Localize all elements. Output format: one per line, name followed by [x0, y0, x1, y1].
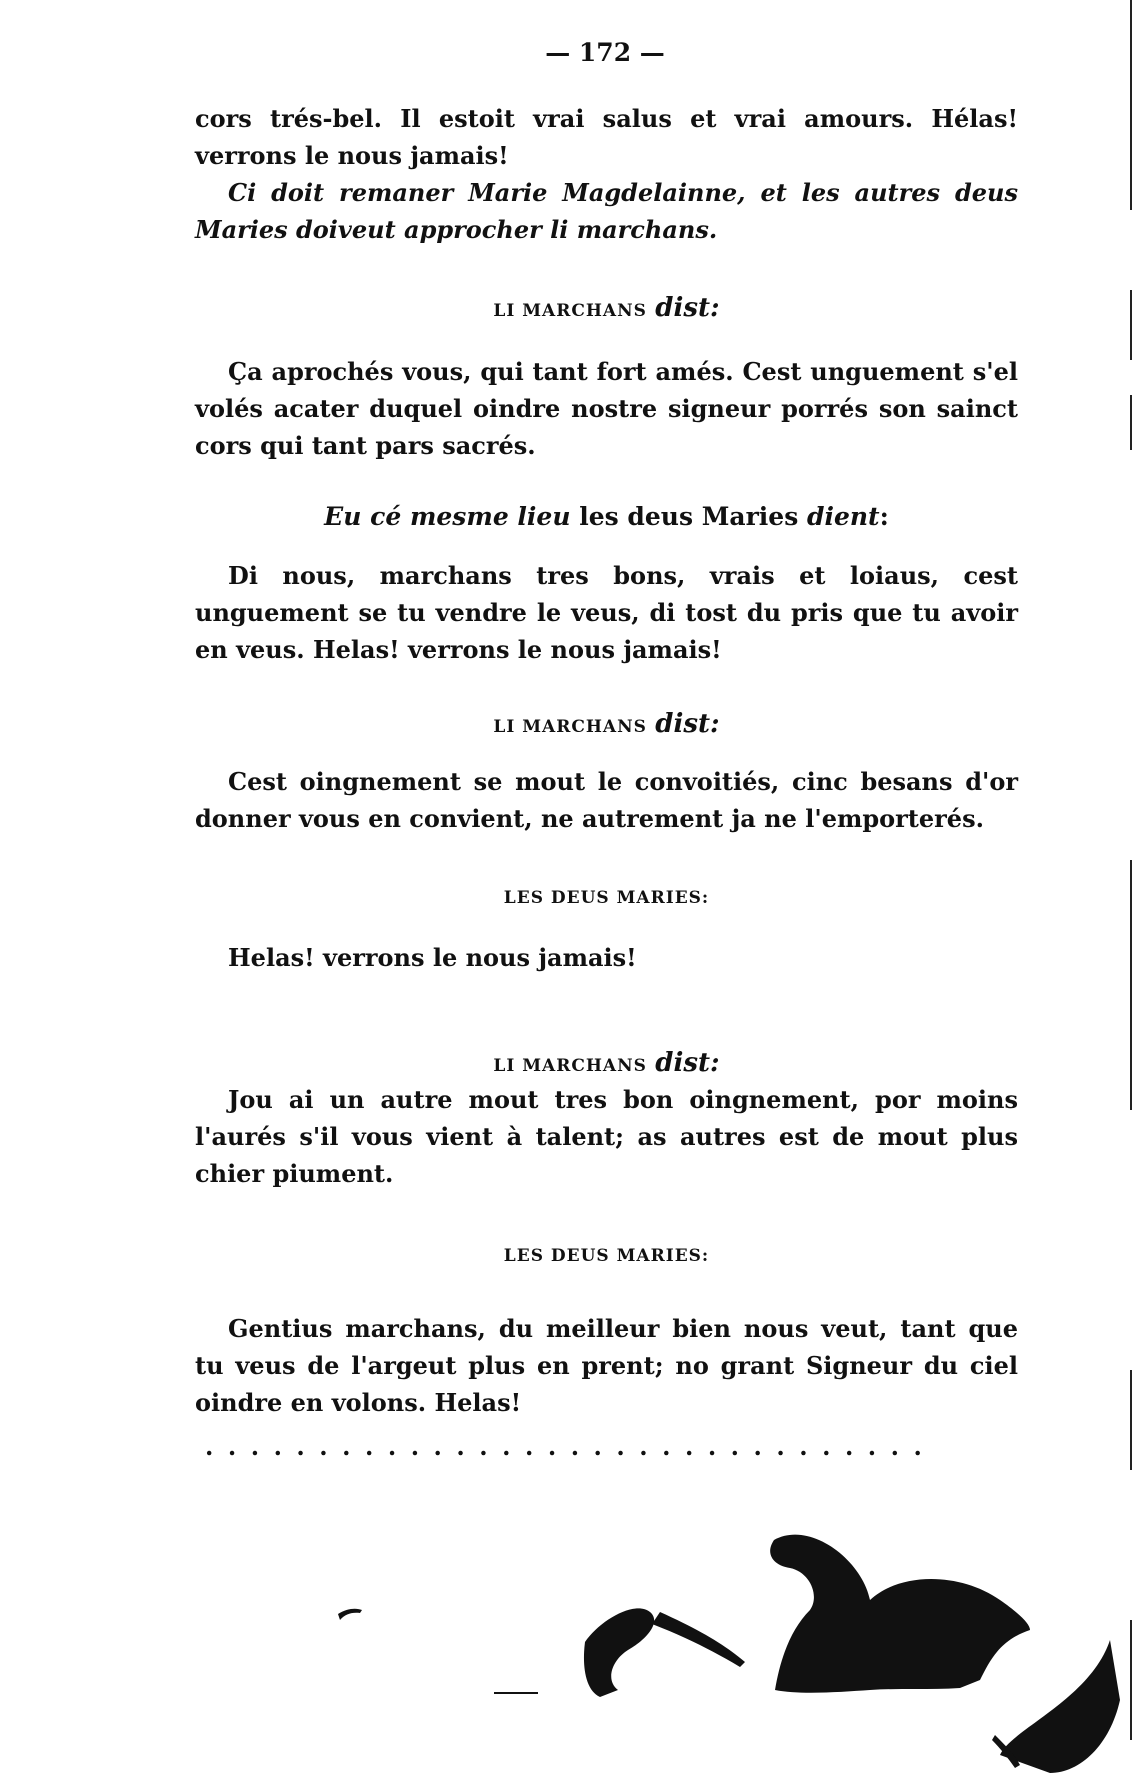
- ellipsis-line: ................................: [205, 1432, 937, 1461]
- paragraph-5: Helas! verrons le nous jamais!: [228, 943, 637, 972]
- paragraph-7: Gentius marchans, du meilleur bien nous veut, tant que tu veus de l'argeut plus en prent; no grant Signeur du ciel oindre en volons. Helas!: [195, 1314, 1018, 1417]
- speaker-name: LI MARCHANS: [493, 717, 647, 737]
- paragraph-6: Jou ai un autre mout tres bon oingnement, por moins l'aurés s'il vous vient à talent; as autres est de mout plus chier piument.: [195, 1085, 1018, 1188]
- paragraph-2: Ça aprochés vous, qui tant fort amés. Cest unguement s'el volés acater duquel oindre nostre signeur porrés son sainct cors qui tant pars sacrés.: [195, 357, 1018, 460]
- paragraph-3: Di nous, marchans tres bons, vrais et loiaus, cest unguement se tu vendre le veus, di tost du pris que tu avoir en veus. Helas! verrons le nous jamais!: [195, 561, 1018, 664]
- speaker-verb: dist:: [655, 709, 720, 739]
- paragraph-1: cors trés-bel. Il estoit vrai salus et vrai amours. Hélas! verrons le nous jamais!: [195, 104, 1018, 170]
- stage-italic-start: Eu cé mesme lieu: [324, 502, 571, 531]
- paragraph-4: Cest oingnement se mout le convoitiés, cinc besans d'or donner vous en convient, ne autrement ja ne l'emporterés.: [195, 767, 1018, 833]
- speaker-name: LI MARCHANS: [493, 301, 647, 321]
- stage-direction-1: Ci doit remaner Marie Magdelainne, et les autres deus Maries doiveut approcher li marchans.: [195, 178, 1018, 244]
- speaker-name: LES DEUS MARIES:: [503, 888, 710, 908]
- stage-italic-end: dient: [806, 502, 880, 531]
- speaker-name: LES DEUS MARIES:: [503, 1246, 710, 1266]
- speaker-verb: dist:: [655, 293, 720, 323]
- page-number: — 172 —: [545, 38, 665, 67]
- stage-middle: les deus Maries: [570, 502, 807, 531]
- stage-end: :: [879, 502, 889, 531]
- speaker-name: LI MARCHANS: [493, 1056, 647, 1076]
- speaker-verb: dist:: [655, 1048, 720, 1078]
